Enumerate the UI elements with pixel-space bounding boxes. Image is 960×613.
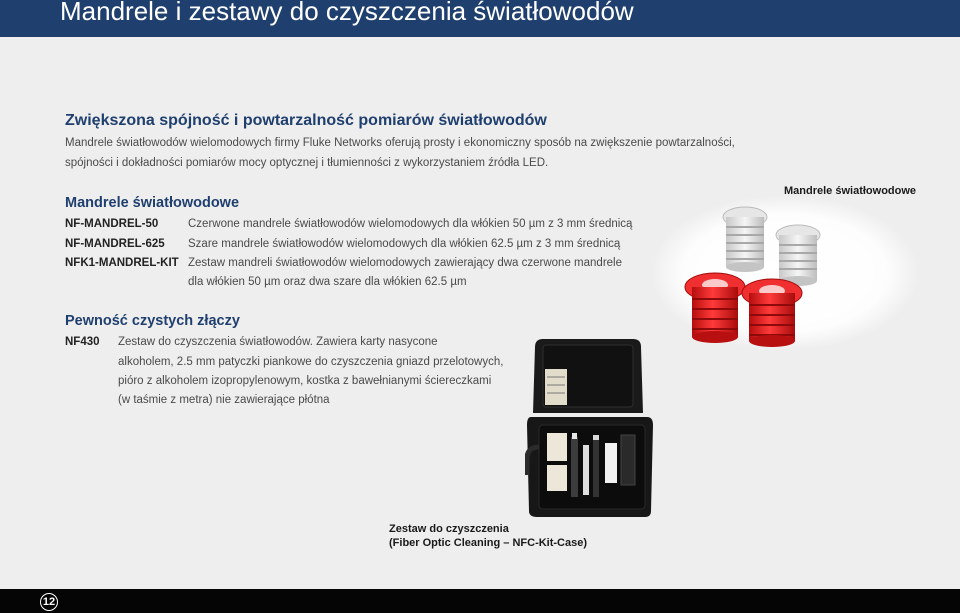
mandrel-desc-3-cont: dla włókien 50 µm oraz dwa szare dla włókien 62.5 µm	[188, 276, 467, 288]
grey-mandrel-left	[723, 207, 767, 272]
page-number: 12	[40, 593, 58, 611]
page-header	[0, 0, 960, 37]
cleaning-line-2: alkoholem, 2.5 mm patyczki piankowe do czyszczenia gniazd przelotowych,	[118, 356, 504, 368]
mandrels-heading: Mandrele światłowodowe	[65, 195, 240, 211]
cleaning-caption-line-1: Zestaw do czyszczenia	[389, 523, 509, 535]
red-mandrel-right	[742, 279, 802, 347]
mandrel-code-1: NF-MANDREL-50	[65, 218, 159, 230]
intro-line-1: Mandrele światłowodów wielomodowych firmy Fluke Networks oferują prosty i ekonomiczny sposób na zwiększenie powtarzalności,	[65, 137, 735, 149]
cleaning-line-1: Zestaw do czyszczenia światłowodów. Zawiera karty nasycone	[118, 336, 438, 348]
mandrel-code-3: NFK1-MANDREL-KIT	[65, 257, 179, 269]
mandrel-image-caption: Mandrele światłowodowe	[784, 185, 917, 197]
intro-line-2: spójności i dokładności pomiarów mocy optycznej i tłumienności z wykorzystaniem źródła LED.	[65, 157, 549, 169]
mandrel-desc-2: Szare mandrele światłowodów wielomodowych dla włókien 62.5 µm z 3 mm średnicą	[188, 238, 621, 250]
mandrel-image	[650, 195, 920, 350]
mandrel-code-2: NF-MANDREL-625	[65, 238, 165, 250]
cleaning-caption-line-2: (Fiber Optic Cleaning – NFC-Kit-Case)	[389, 537, 588, 549]
mandrel-desc-1: Czerwone mandrele światłowodów wielomodowych dla włókien 50 µm z 3 mm średnicą	[188, 218, 633, 230]
cleaning-line-3: pióro z alkoholem izopropylenowym, kostka z bawełnianymi ściereczkami	[118, 375, 492, 387]
page-footer	[0, 589, 960, 613]
cleaning-line-4: (w taśmie z metra) nie zawierające płótna	[118, 394, 330, 406]
cleaning-kit-image	[525, 335, 660, 520]
cleaning-code: NF430	[65, 336, 100, 348]
cleaning-heading: Pewność czystych złączy	[65, 313, 240, 329]
intro-heading: Zwiększona spójność i powtarzalność pomiarów światłowodów	[65, 112, 547, 129]
mandrel-desc-3: Zestaw mandreli światłowodów wielomodowych zawierający dwa czerwone mandrele	[188, 257, 622, 269]
grey-mandrel-right	[776, 225, 820, 286]
red-mandrel-left	[685, 273, 745, 343]
page-title: Mandrele i zestawy do czyszczenia światłowodów	[60, 0, 634, 26]
